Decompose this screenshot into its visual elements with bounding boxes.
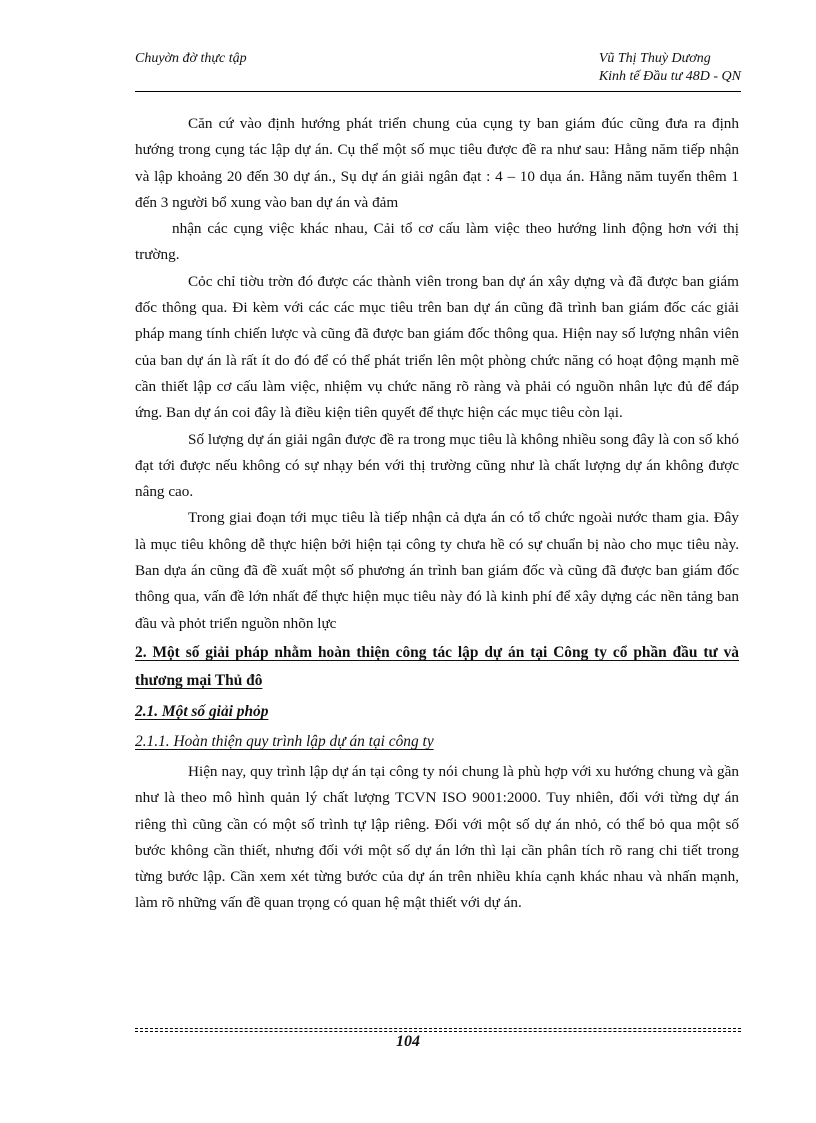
paragraph-5: Hiện nay, quy trình lập dự án tại công ty nói chung là phù hợp với xu hướng chung và gần như là theo mô hình quản lý chất lượng TCVN ISO 9001:2000. Tuy nhiên, đối với từng dự án riêng thì cũng cần có một số trình tự lập riêng. Đối với một số dự án nhỏ, có thể bỏ qua một số bước không cần thiết, nhưng đối với một số dự án lớn thì lại cần phân tích rõ rang chi tiết trong từng bước lập. Cần xem xét từng bước của dự án trên nhiều khía cạnh khác nhau và nhấn mạnh, làm rõ những vấn đề quan trọng có quan hệ mật thiết với dự án. — [135, 762, 739, 912]
header-author-name: Vũ Thị Thuỳ Dương — [598, 51, 711, 66]
page-number: 104 — [396, 1033, 420, 1050]
document-body — [135, 111, 739, 917]
footer-rule — [135, 1028, 741, 1029]
paragraph-4: Trong giai đoạn tới mục tiêu là tiếp nhận cả dựa án có tổ chức ngoài nước tham gia. Đây là mục tiêu không dễ thực hiện bởi hiện tại công ty chưa hề có sự chuẩn bị nào cho mục tiêu này. Ban dựa án cũng đã đề xuất một số phương án trình ban giám đốc và cũng đã được ban giám đốc thông qua, vấn đề lớn nhất để thực hiện mục tiêu này đó là kinh phí để xây dựng các nền tảng ban đầu và phỏt triển nguồn nhõn lực — [135, 509, 739, 632]
paragraph-1: Căn cứ vào định hướng phát triển chung của cụng ty ban giám đúc cũng đưa ra định hướng trong cụng tác lập dự án. Cụ thể một số mục tiêu được đề ra như sau: Hằng năm tiếp nhận và lập khoảng 20 đến 30 dự án., Sụ dự án giải ngân đạt : 4 – 10 dụa án. Hằng năm tuyển thêm 1 đến 3 người bổ xung vào ban dự án và đảm — [135, 115, 739, 211]
section-heading-2-1: 2.1. Một số giải phỏp — [135, 702, 269, 720]
paragraph-3: Số lượng dự án giải ngân được đề ra trong mục tiêu là không nhiều song đây là con số khó đạt tới được nếu không có sự nhạy bén với thị trường cũng như là chất lượng dự án không được nâng cao. — [135, 430, 739, 501]
paragraph-1-continued: nhận các cụng việc khác nhau, Cải tổ cơ cấu làm việc theo hướng linh động hơn với thị trường. — [135, 220, 739, 264]
header-left-title: Chuyờn đờ thực tập — [135, 51, 247, 66]
header-author-class: Kinh tế Đầu tư 48D - QN — [598, 69, 741, 84]
footer-rule-secondary — [135, 1031, 741, 1032]
section-heading-2-1-1: 2.1.1. Hoàn thiện quy trình lập dự án tại công ty — [135, 732, 434, 750]
section-heading-2: 2. Một số giải pháp nhằm hoàn thiện công tác lập dự án tại Công ty cổ phần đầu tư và thương mại Thủ đô — [135, 643, 739, 689]
page-header — [135, 48, 741, 92]
header-rule — [135, 91, 741, 92]
header-author — [599, 50, 741, 86]
paragraph-2: Cỏc chỉ tiờu trờn đó được các thành viên trong ban dự án xây dựng và đã được ban giám đốc thông qua. Đi kèm với các các mục tiêu trên ban dự án cũng đã trình ban giám đốc các giải pháp mang tính chiến lược và cũng đã được ban giám đốc thông qua. Hiện nay số lượng nhân viên của ban dự án là rất ít do đó để có thể phát triển lên một phòng chức năng có hoạt động mạnh mẽ cần thiết lập cơ cấu làm việc, nhiệm vụ chức năng rõ ràng và phải có nguồn nhân lực đủ để đáp ứng. Ban dự án coi đây là điều kiện tiên quyết để thực hiện các mục tiêu còn lại. — [135, 272, 739, 422]
